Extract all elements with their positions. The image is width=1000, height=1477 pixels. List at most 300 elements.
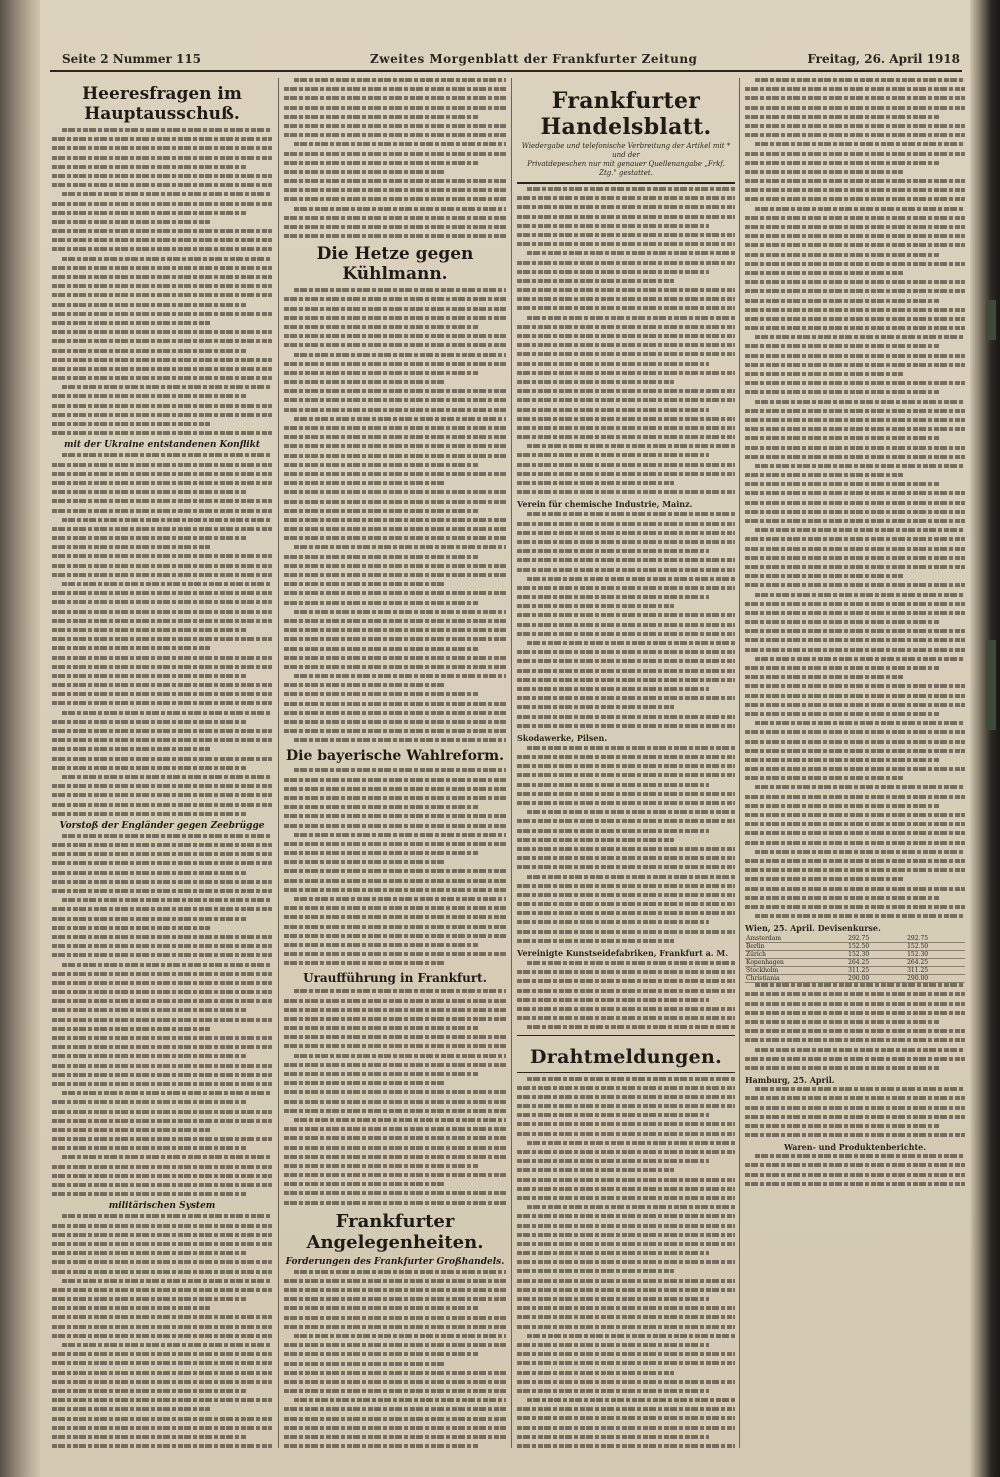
headline-drahtmeldungen: Drahtmeldungen.: [529, 1045, 722, 1068]
text-line: [517, 417, 735, 421]
text-line: [527, 1025, 735, 1029]
text-line: [745, 372, 903, 376]
text-line: [745, 730, 965, 734]
text-line: [52, 793, 272, 797]
text-line: [284, 888, 506, 892]
text-line: [745, 1002, 965, 1006]
text-line: [284, 1343, 506, 1347]
text-line: [517, 1416, 735, 1420]
text-line: [517, 715, 735, 719]
text-line: [745, 1124, 939, 1128]
text-line: [745, 170, 903, 174]
text-line: [517, 398, 735, 402]
text-line: [517, 1361, 735, 1365]
text-line: [284, 362, 506, 366]
text-line: [294, 897, 506, 901]
text-line: [517, 696, 735, 700]
text-line: [745, 133, 965, 137]
text-line: [745, 675, 903, 679]
text-line: [517, 856, 735, 860]
text-line: [294, 989, 506, 993]
text-line: [517, 558, 735, 562]
text-line: [517, 1086, 735, 1090]
text-line: [62, 775, 272, 779]
text-line: [745, 1066, 939, 1070]
text-line: [284, 96, 506, 100]
table-cell: 264.25: [906, 959, 965, 967]
subhead-system: militärischen System: [108, 1201, 216, 1212]
text-line: [745, 179, 965, 183]
text-line: [284, 647, 479, 651]
text-line: [517, 893, 735, 897]
text-line: [284, 1316, 506, 1320]
text-line: [52, 330, 272, 334]
text-line: [52, 564, 272, 568]
text-line: [517, 902, 735, 906]
text-line: [517, 623, 735, 627]
text-line: [517, 1187, 735, 1191]
text-line: [52, 1352, 272, 1356]
text-line: [52, 339, 272, 343]
text-line: [52, 481, 272, 485]
text-line: [745, 638, 965, 642]
text-line: [284, 115, 479, 119]
text-line: [745, 427, 965, 431]
text-line: [284, 87, 506, 91]
text-line: [284, 1173, 506, 1177]
text-line: [284, 656, 506, 660]
text-line: [284, 1444, 479, 1448]
table-cell: Christiania: [745, 975, 847, 983]
text-line: [52, 220, 210, 224]
text-line: [284, 1026, 479, 1030]
headline-wahlreform: Die bayerische Wahlreform.: [286, 748, 504, 765]
text-line: [527, 187, 735, 191]
text-line: [52, 1045, 272, 1049]
text-line: [284, 1426, 506, 1430]
text-line: [517, 659, 735, 663]
subhead-kunstseide: Vereinigte Kunstseidefabriken, Frankfurt a. M.: [517, 948, 728, 958]
text-line: [52, 1325, 272, 1329]
text-line: [745, 409, 965, 413]
column-1: [52, 78, 272, 1448]
text-line: [284, 1109, 506, 1113]
text-line: [52, 146, 272, 150]
text-line: [284, 316, 506, 320]
text-line: [52, 413, 272, 417]
text-line: [745, 1173, 965, 1177]
subhead-ukraine: mit der Ukraine entstandenen Konflikt: [63, 440, 261, 451]
side-tab-marker: [986, 640, 996, 730]
text-line: [52, 1036, 272, 1040]
text-line: [52, 284, 272, 288]
text-line: [745, 446, 965, 450]
text-line: [284, 683, 444, 687]
text-line: [517, 586, 735, 590]
text-line: [284, 692, 479, 696]
text-line: [517, 233, 735, 237]
text-line: [52, 527, 272, 531]
text-line: [517, 783, 709, 787]
text-line: [517, 325, 735, 329]
text-line: [52, 738, 272, 742]
text-line: [52, 692, 272, 696]
text-line: [517, 1269, 674, 1273]
table-row: [745, 935, 965, 943]
subhead-grosshandel: Forderungen des Frankfurter Großhandels.: [285, 1256, 505, 1267]
text-line: [745, 620, 939, 624]
text-line: [517, 1233, 735, 1237]
text-line: [745, 317, 965, 321]
text-line: [284, 1362, 444, 1366]
text-line: [62, 1279, 272, 1283]
text-line: [745, 1115, 965, 1119]
text-line: [284, 1288, 506, 1292]
text-line: [52, 229, 272, 233]
text-line: [745, 225, 965, 229]
text-line: [284, 720, 506, 724]
text-line: [284, 1371, 506, 1375]
text-line: [284, 234, 506, 238]
text-line: [52, 321, 210, 325]
text-line: [284, 481, 444, 485]
text-line: [284, 952, 506, 956]
text-line: [52, 509, 272, 513]
text-line: [527, 316, 735, 320]
text-line: [52, 944, 272, 948]
text-line: [52, 953, 272, 957]
text-line: [284, 1035, 506, 1039]
text-line: [52, 1315, 272, 1319]
text-line: [52, 1426, 272, 1430]
text-line: [284, 216, 506, 220]
text-line: [745, 1096, 965, 1100]
text-line: [52, 1027, 210, 1031]
text-line: [284, 1090, 506, 1094]
text-line: [62, 898, 272, 902]
subhead-hamburg: Hamburg, 25. April.: [745, 1075, 835, 1086]
text-line: [517, 939, 674, 943]
text-line: [517, 613, 735, 617]
text-line: [517, 1315, 735, 1319]
text-line: [745, 308, 965, 312]
text-line: [517, 1168, 674, 1172]
text-line: [52, 843, 272, 847]
text-line: [517, 1007, 735, 1011]
text-line: [52, 554, 272, 558]
text-line: [52, 156, 272, 160]
text-line: [517, 490, 735, 494]
text-line: [517, 989, 735, 993]
article-body: [284, 768, 506, 965]
text-line: [517, 1444, 735, 1448]
text-line: [52, 422, 210, 426]
page-number: Seite 2 Nummer 115: [62, 52, 202, 66]
text-line: [52, 1064, 272, 1068]
text-line: [745, 418, 965, 422]
text-line: [294, 768, 506, 772]
text-line: [62, 1214, 272, 1218]
text-line: [517, 687, 709, 691]
text-line: [284, 1417, 506, 1421]
text-line: [527, 961, 735, 965]
text-line: [527, 1141, 735, 1145]
article-body: [517, 187, 735, 494]
text-line: [755, 78, 965, 82]
text-line: [755, 721, 965, 725]
text-line: [745, 253, 939, 257]
text-line: [517, 224, 709, 228]
text-line: [52, 1270, 272, 1274]
text-line: [284, 591, 506, 595]
text-line: [517, 604, 674, 608]
text-line: [517, 1371, 674, 1375]
text-line: [517, 306, 735, 310]
text-line: [745, 813, 965, 817]
text-line: [517, 297, 735, 301]
text-line: [517, 196, 735, 200]
text-line: [284, 1044, 506, 1048]
text-line: [52, 1224, 272, 1228]
text-line: [745, 354, 965, 358]
text-line: [284, 796, 506, 800]
text-line: [52, 376, 272, 380]
text-line: [52, 247, 272, 251]
text-line: [284, 906, 506, 910]
text-line: [52, 1137, 272, 1141]
text-line: [52, 701, 272, 705]
article-body: [517, 746, 735, 943]
text-line: [745, 1038, 965, 1042]
exchange-rate-table: [745, 935, 965, 983]
text-line: [517, 1325, 735, 1329]
text-line: [52, 404, 272, 408]
text-line: [284, 1164, 479, 1168]
text-line: [284, 943, 479, 947]
text-line: [745, 684, 965, 688]
text-line: [52, 545, 210, 549]
text-line: [517, 343, 735, 347]
text-line: [284, 1146, 506, 1150]
column-4: [745, 78, 965, 1448]
text-line: [745, 161, 939, 165]
table-row: [745, 967, 965, 975]
text-line: [52, 907, 272, 911]
text-line: [517, 408, 709, 412]
table-cell: Amsterdam: [745, 935, 847, 943]
text-line: [52, 619, 272, 623]
article-body: [745, 983, 965, 1070]
text-line: [294, 1270, 506, 1274]
subhead-zeebruegge: Vorstoß der Engländer gegen Zeebrügge: [59, 820, 265, 831]
text-line: [294, 353, 506, 357]
text-line: [62, 385, 272, 389]
text-line: [517, 215, 735, 219]
text-line: [527, 875, 735, 879]
text-line: [517, 1251, 709, 1255]
text-line: [284, 1279, 506, 1283]
text-line: [284, 444, 506, 448]
text-line: [52, 972, 272, 976]
table-cell: 152.30: [906, 951, 965, 959]
text-line: [52, 1165, 272, 1169]
text-line: [52, 1233, 272, 1237]
text-line: [52, 757, 272, 761]
text-line: [745, 363, 965, 367]
text-line: [284, 325, 479, 329]
text-line: [745, 344, 939, 348]
text-line: [284, 1306, 479, 1310]
text-line: [52, 1018, 272, 1022]
text-line: [517, 362, 709, 366]
table-cell: 292.75: [847, 935, 906, 943]
text-line: [284, 179, 506, 183]
text-line: [52, 999, 272, 1003]
text-line: [755, 142, 965, 146]
table-row: [745, 975, 965, 983]
text-line: [52, 1251, 246, 1255]
text-line: [527, 641, 735, 645]
text-line: [517, 1352, 735, 1356]
text-line: [284, 1389, 506, 1393]
text-line: [517, 352, 735, 356]
text-line: [517, 1104, 735, 1108]
text-line: [52, 1380, 272, 1384]
table-cell: Kopenhagen: [745, 959, 847, 967]
text-line: [517, 1122, 735, 1126]
table-row: [745, 959, 965, 967]
text-line: [517, 632, 735, 636]
text-line: [517, 426, 735, 430]
text-line: [52, 202, 272, 206]
text-line: [284, 527, 506, 531]
text-line: [517, 334, 735, 338]
text-line: [517, 678, 735, 682]
text-line: [745, 234, 965, 238]
text-line: [745, 197, 965, 201]
text-line: [284, 961, 444, 965]
text-line: [745, 804, 939, 808]
text-line: [284, 225, 506, 229]
text-line: [52, 1174, 272, 1178]
text-line: [284, 778, 506, 782]
text-line: [52, 137, 272, 141]
text-line: [527, 251, 735, 255]
table-cell: 311.25: [906, 967, 965, 975]
text-line: [745, 262, 965, 266]
text-line: [755, 914, 965, 918]
text-line: [52, 266, 272, 270]
text-line: [284, 1407, 506, 1411]
headline-urauffuehrung: Uraufführung in Frankfurt.: [303, 971, 487, 986]
text-line: [52, 637, 272, 641]
text-line: [294, 142, 506, 146]
text-line: [62, 453, 272, 457]
text-line: [527, 810, 735, 814]
text-line: [52, 628, 246, 632]
text-line: [527, 577, 735, 581]
text-line: [284, 1081, 444, 1085]
text-line: [517, 911, 735, 915]
text-line: [52, 349, 246, 353]
text-line: [294, 1398, 506, 1402]
text-line: [52, 1082, 272, 1086]
headline-kuehlmann: Die Hetze gegen Kühlmann.: [316, 244, 474, 285]
text-line: [294, 417, 506, 421]
text-line: [52, 1297, 246, 1301]
text-line: [284, 915, 506, 919]
table-cell: 292.75: [906, 935, 965, 943]
text-line: [52, 1008, 246, 1012]
text-line: [62, 1091, 272, 1095]
text-line: [52, 1242, 272, 1246]
text-line: [284, 824, 506, 828]
text-line: [52, 165, 246, 169]
text-line: [745, 877, 903, 881]
text-line: [62, 518, 272, 522]
text-line: [517, 261, 735, 265]
text-line: [755, 335, 965, 339]
text-line: [284, 188, 506, 192]
text-line: [52, 1128, 210, 1132]
text-line: [284, 787, 506, 791]
text-line: [284, 518, 506, 522]
text-line: [745, 841, 965, 845]
text-line: [284, 1017, 506, 1021]
text-line: [284, 133, 506, 137]
text-line: [755, 207, 965, 211]
text-line: [284, 1182, 444, 1186]
text-line: [284, 1352, 479, 1356]
text-line: [517, 724, 735, 728]
text-line: [517, 481, 674, 485]
text-line: [527, 1205, 735, 1209]
text-line: [284, 564, 506, 568]
text-line: [284, 536, 506, 540]
text-line: [284, 934, 506, 938]
text-line: [745, 740, 965, 744]
text-line: [517, 568, 735, 572]
text-line: [52, 610, 272, 614]
table-cell: 152.50: [906, 943, 965, 951]
text-line: [284, 371, 479, 375]
text-line: [745, 1020, 939, 1024]
text-line: [745, 519, 965, 523]
text-line: [517, 979, 735, 983]
text-line: [745, 776, 903, 780]
text-line: [284, 454, 506, 458]
text-line: [517, 380, 674, 384]
column-rule: [278, 78, 279, 1448]
column-rule: [739, 78, 740, 1448]
text-line: [517, 705, 674, 709]
text-line: [745, 629, 965, 633]
text-line: [52, 766, 246, 770]
text-line: [517, 531, 735, 535]
text-line: [517, 1095, 735, 1099]
text-line: [517, 801, 735, 805]
text-line: [52, 926, 210, 930]
text-line: [284, 1072, 479, 1076]
text-line: [62, 257, 272, 261]
text-line: [52, 747, 210, 751]
reprint-notice: Wiedergabe und telefonische Verbreitung der Artikel mit * und der Privatdepeschen nur mit genauer Quellenangabe „Frkf. Ztg." gestattet.: [521, 142, 731, 177]
text-line: [52, 1260, 272, 1264]
text-line: [52, 1183, 272, 1187]
text-line: [745, 905, 965, 909]
text-line: [517, 1426, 735, 1430]
newspaper-name: Zweites Morgenblatt der Frankfurter Zeitung: [370, 52, 698, 66]
